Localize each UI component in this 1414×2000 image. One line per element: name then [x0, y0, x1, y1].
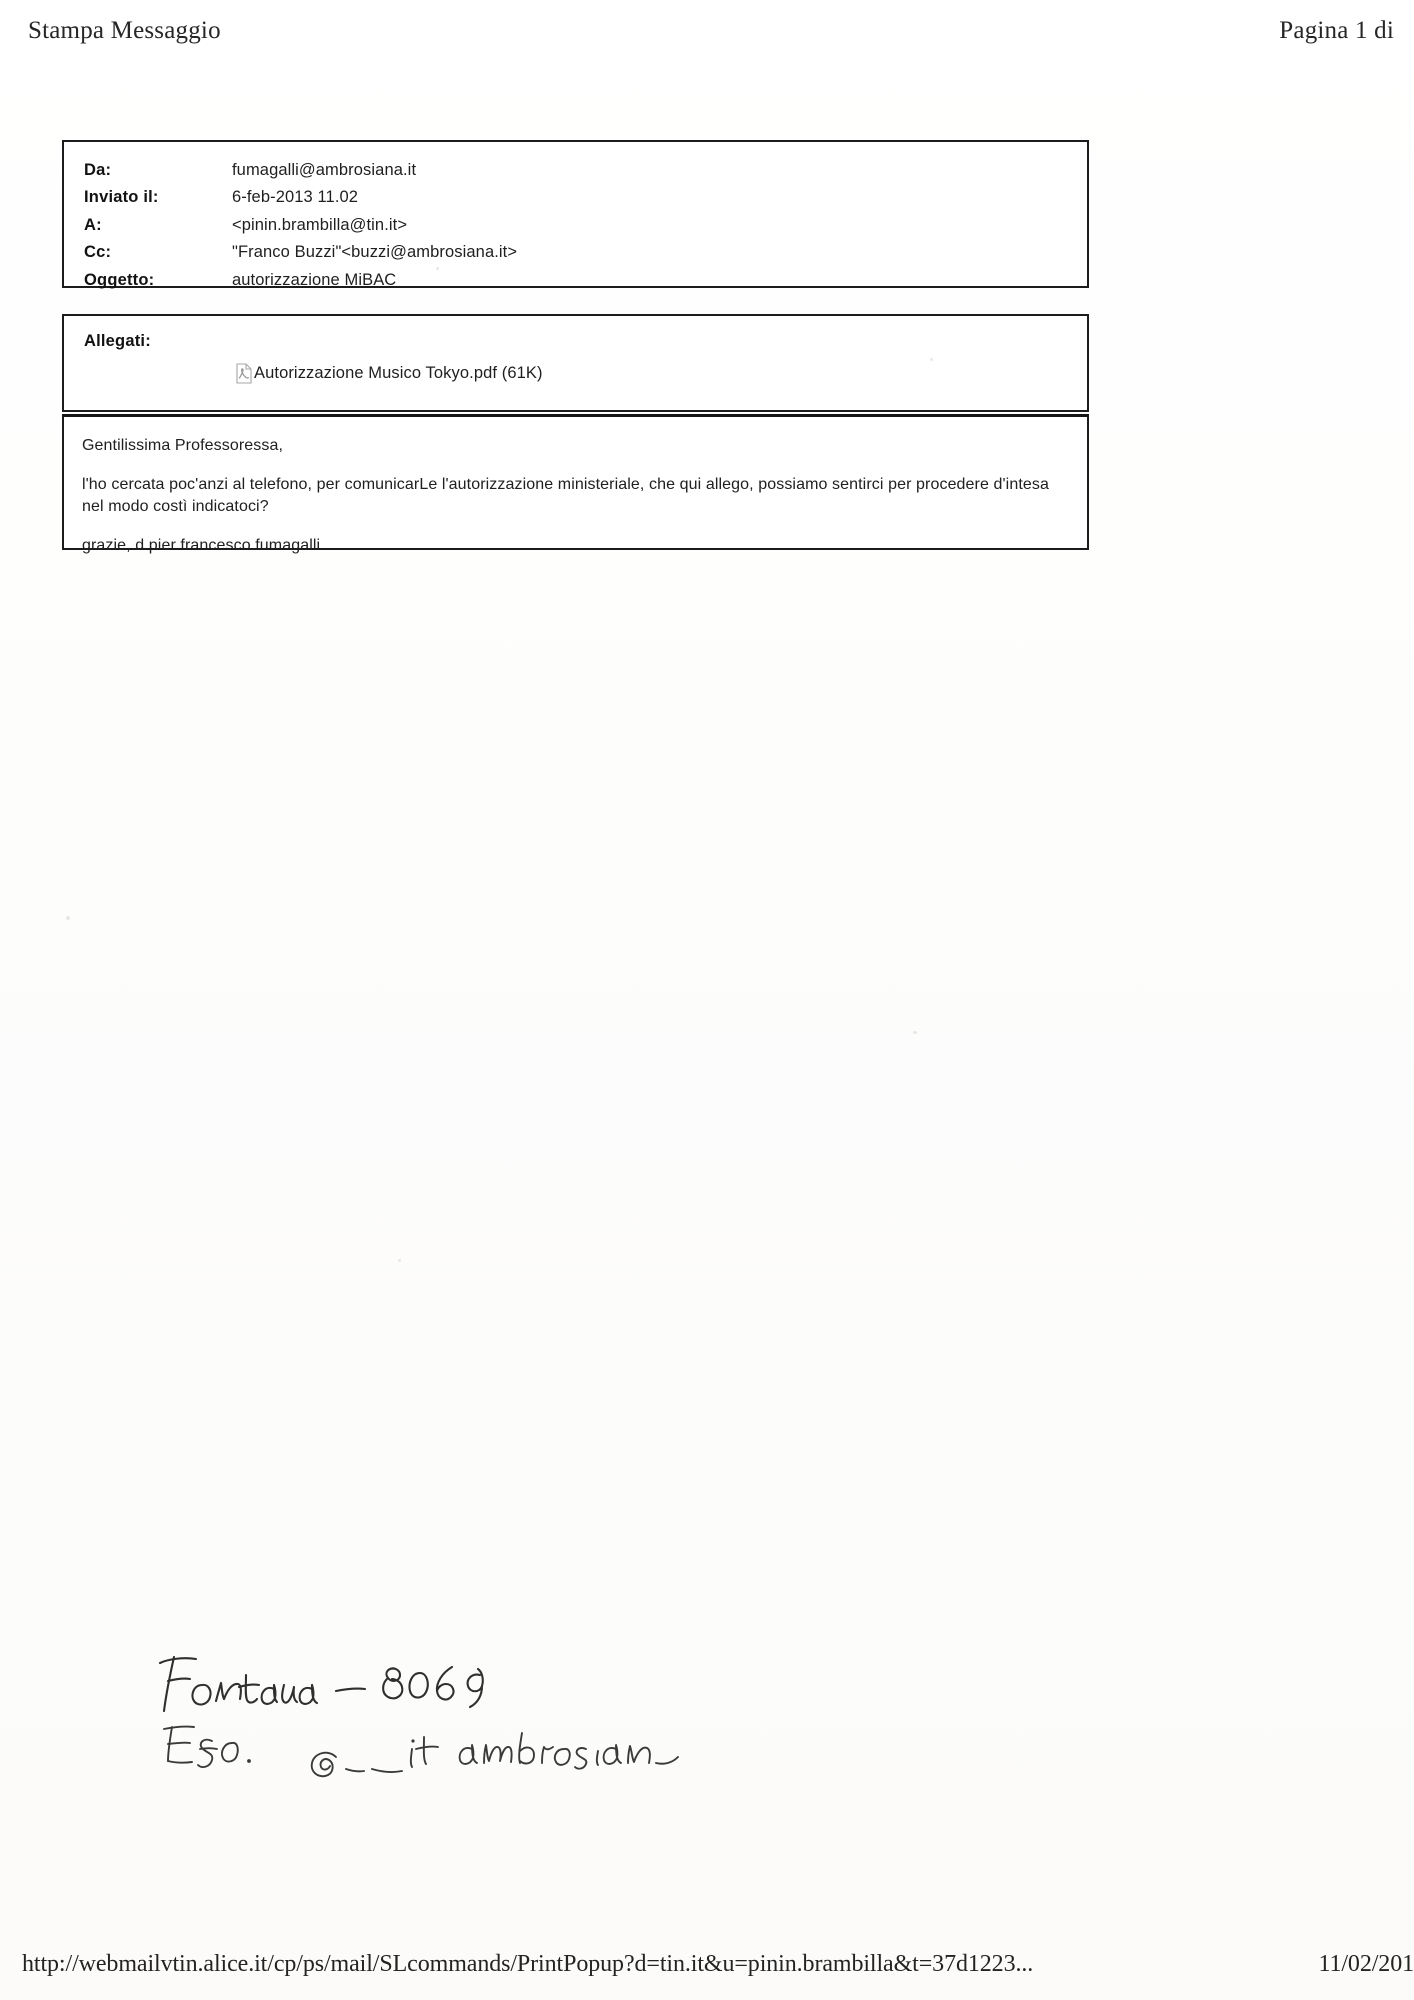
- scan-speck: [398, 1259, 401, 1262]
- print-date: 11/02/201: [1318, 1951, 1414, 1977]
- pdf-file-icon: [234, 363, 253, 384]
- handwritten-annotation: [150, 1645, 770, 1795]
- header-value-da: fumagalli@ambrosiana.it: [232, 160, 417, 179]
- header-value-a: <pinin.brambilla@tin.it>: [232, 215, 408, 234]
- scan-speck: [913, 1031, 917, 1034]
- header-label-oggetto: Oggetto:: [84, 271, 155, 289]
- page-number: Pagina 1 di: [1279, 17, 1394, 44]
- header-label-da: Da:: [84, 160, 112, 179]
- page-header: [0, 8, 1414, 54]
- scan-speck: [930, 358, 933, 361]
- attachment-item[interactable]: [234, 363, 1087, 384]
- attachments-box: [62, 314, 1089, 412]
- message-header-table: [84, 156, 517, 294]
- header-value-cc: "Franco Buzzi"<buzzi@ambrosiana.it>: [232, 243, 518, 262]
- header-row-cc: [84, 239, 517, 267]
- header-value-inviato-il: 6-feb-2013 11.02: [232, 188, 359, 207]
- attachment-filename: Autorizzazione Musico Tokyo.pdf (61K): [254, 364, 543, 382]
- source-url: http://webmailvtin.alice.it/cp/ps/mail/SLcommands/PrintPopup?d=tin.it&u=pinin.brambilla&t=37d1223...: [22, 1951, 1034, 1977]
- attachments-label: Allegati:: [84, 332, 151, 350]
- page-footer: [0, 1951, 1414, 1978]
- header-row-oggetto: [84, 267, 517, 295]
- body-closing: grazie, d pier francesco fumagalli: [82, 537, 321, 555]
- page-title: Stampa Messaggio: [28, 17, 221, 44]
- header-value-oggetto: autorizzazione MiBAC: [232, 271, 397, 289]
- message-body-box: [62, 414, 1089, 555]
- body-paragraph: l'ho cercata poc'anzi al telefono, per comunicarLe l'autorizzazione ministeriale, che qui allego, possiamo sentirci per procedere d'intesa nel modo costì indicatoci?: [82, 476, 1049, 516]
- message-header-box: [62, 140, 1089, 288]
- header-label-cc: Cc:: [84, 243, 112, 262]
- email-printout: [62, 140, 1089, 555]
- header-row-inviato-il: [84, 184, 517, 212]
- header-row-a: [84, 211, 517, 239]
- header-label-inviato-il: Inviato il:: [84, 188, 159, 207]
- header-label-a: A:: [84, 215, 102, 234]
- scan-speck: [436, 267, 439, 270]
- header-row-da: [84, 156, 517, 184]
- scan-speck: [66, 916, 70, 920]
- body-greeting: Gentilissima Professoressa,: [82, 437, 283, 454]
